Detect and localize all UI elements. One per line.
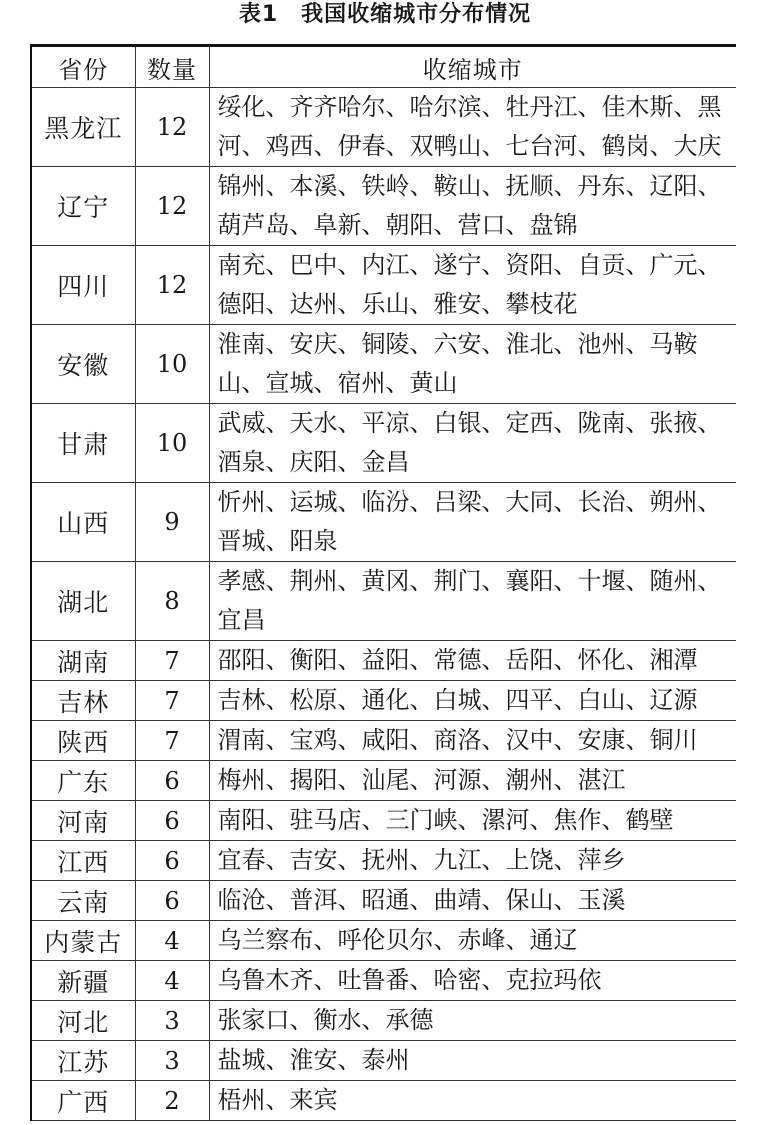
table-row xyxy=(31,1041,736,1081)
province-cell: 吉林 xyxy=(31,681,135,721)
count-cell: 7 xyxy=(135,681,209,721)
table-row xyxy=(31,404,736,483)
table-row xyxy=(31,641,736,681)
province-cell: 江苏 xyxy=(31,1041,135,1081)
province-cell: 湖北 xyxy=(31,562,135,641)
cities-cell: 锦州、本溪、铁岭、鞍山、抚顺、丹东、辽阳、葫芦岛、阜新、朝阳、营口、盘锦 xyxy=(209,167,736,246)
count-cell: 6 xyxy=(135,761,209,801)
cities-cell: 梅州、揭阳、汕尾、河源、潮州、湛江 xyxy=(209,761,736,801)
province-cell: 辽宁 xyxy=(31,167,135,246)
table-row xyxy=(31,483,736,562)
table-row xyxy=(31,1001,736,1041)
count-cell: 3 xyxy=(135,1001,209,1041)
cities-cell: 孝感、荆州、黄冈、荆门、襄阳、十堰、随州、宜昌 xyxy=(209,562,736,641)
cities-cell: 张家口、衡水、承德 xyxy=(209,1001,736,1041)
table-row xyxy=(31,562,736,641)
count-cell: 12 xyxy=(135,167,209,246)
table-row xyxy=(31,921,736,961)
cities-cell: 南充、巴中、内江、遂宁、资阳、自贡、广元、德阳、达州、乐山、雅安、攀枝花 xyxy=(209,246,736,325)
cities-cell: 渭南、宝鸡、咸阳、商洛、汉中、安康、铜川 xyxy=(209,721,736,761)
count-cell: 4 xyxy=(135,921,209,961)
count-cell: 8 xyxy=(135,562,209,641)
table-body xyxy=(31,88,736,1121)
province-cell: 广西 xyxy=(31,1081,135,1121)
header-count: 数量 xyxy=(135,46,209,88)
province-cell: 内蒙古 xyxy=(31,921,135,961)
header-cities: 收缩城市 xyxy=(209,46,736,88)
count-cell: 12 xyxy=(135,88,209,167)
table-header-row xyxy=(31,46,736,88)
header-province: 省份 xyxy=(31,46,135,88)
cities-cell: 宜春、吉安、抚州、九江、上饶、萍乡 xyxy=(209,841,736,881)
table-row xyxy=(31,801,736,841)
cities-cell: 乌兰察布、呼伦贝尔、赤峰、通辽 xyxy=(209,921,736,961)
province-cell: 江西 xyxy=(31,841,135,881)
cities-cell: 绥化、齐齐哈尔、哈尔滨、牡丹江、佳木斯、黑河、鸡西、伊春、双鸭山、七台河、鹤岗、大庆 xyxy=(209,88,736,167)
province-cell: 新疆 xyxy=(31,961,135,1001)
province-cell: 河北 xyxy=(31,1001,135,1041)
cities-cell: 临沧、普洱、昭通、曲靖、保山、玉溪 xyxy=(209,881,736,921)
table-row xyxy=(31,761,736,801)
table-row xyxy=(31,881,736,921)
count-cell: 7 xyxy=(135,721,209,761)
table-container xyxy=(30,44,736,1125)
count-cell: 9 xyxy=(135,483,209,562)
count-cell: 12 xyxy=(135,246,209,325)
count-cell: 6 xyxy=(135,841,209,881)
province-cell: 山西 xyxy=(31,483,135,562)
province-cell: 湖南 xyxy=(31,641,135,681)
cities-cell: 淮南、安庆、铜陵、六安、淮北、池州、马鞍山、宣城、宿州、黄山 xyxy=(209,325,736,404)
cities-cell: 梧州、来宾 xyxy=(209,1081,736,1121)
table-caption: 表1 我国收缩城市分布情况 xyxy=(238,2,532,27)
table-row xyxy=(31,681,736,721)
count-cell: 3 xyxy=(135,1041,209,1081)
count-cell: 7 xyxy=(135,641,209,681)
table-row xyxy=(31,325,736,404)
cities-cell: 乌鲁木齐、吐鲁番、哈密、克拉玛依 xyxy=(209,961,736,1001)
province-cell: 四川 xyxy=(31,246,135,325)
table-row xyxy=(31,721,736,761)
province-cell: 安徽 xyxy=(31,325,135,404)
cities-cell: 盐城、淮安、泰州 xyxy=(209,1041,736,1081)
table-row xyxy=(31,88,736,167)
province-cell: 河南 xyxy=(31,801,135,841)
province-cell: 黑龙江 xyxy=(31,88,135,167)
count-cell: 4 xyxy=(135,961,209,1001)
cities-cell: 忻州、运城、临汾、吕梁、大同、长治、朔州、晋城、阳泉 xyxy=(209,483,736,562)
count-cell: 10 xyxy=(135,325,209,404)
table-row xyxy=(31,1081,736,1121)
count-cell: 2 xyxy=(135,1081,209,1121)
table-row xyxy=(31,961,736,1001)
count-cell: 6 xyxy=(135,881,209,921)
province-cell: 陕西 xyxy=(31,721,135,761)
cities-cell: 武威、天水、平凉、白银、定西、陇南、张掖、酒泉、庆阳、金昌 xyxy=(209,404,736,483)
province-cell: 云南 xyxy=(31,881,135,921)
table-row xyxy=(31,246,736,325)
count-cell: 10 xyxy=(135,404,209,483)
cities-cell: 南阳、驻马店、三门峡、漯河、焦作、鹤壁 xyxy=(209,801,736,841)
cities-cell: 邵阳、衡阳、益阳、常德、岳阳、怀化、湘潭 xyxy=(209,641,736,681)
province-cell: 广东 xyxy=(31,761,135,801)
table-row xyxy=(31,841,736,881)
count-cell: 6 xyxy=(135,801,209,841)
cities-cell: 吉林、松原、通化、白城、四平、白山、辽源 xyxy=(209,681,736,721)
table-row xyxy=(31,167,736,246)
shrinking-cities-table xyxy=(30,44,736,1121)
province-cell: 甘肃 xyxy=(31,404,135,483)
